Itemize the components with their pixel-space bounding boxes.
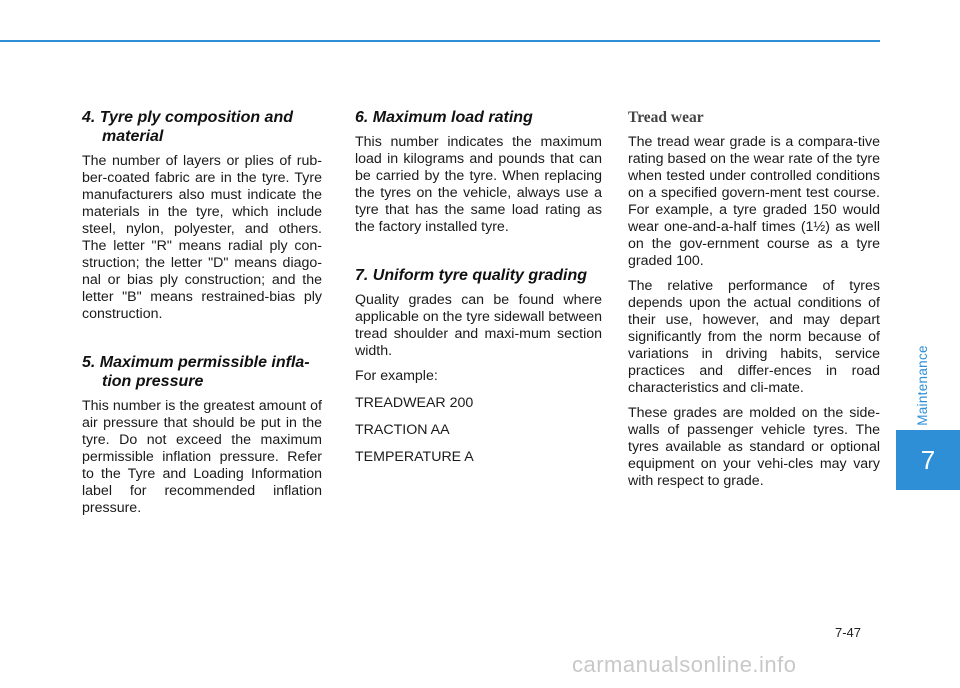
chapter-tab [896,430,960,490]
tread-wear-paragraph-1: The tread wear grade is a compara-tive rating based on the wear rate of the tyre when tested under controlled conditions on a specified govern-ment test course. For example, a tyre graded 150 would wear one-and-a-half times (1½) as well on the gov-ernment course as a tyre graded 100. [628,134,880,269]
section-body-quality-grading: Quality grades can be found where applicable on the tyre sidewall between tread shoulder and maxi-mum section width. [355,292,602,359]
example-traction: TRACTION AA [355,422,450,438]
section-body-load-rating: This number indicates the maximum load in kilograms and pounds that can be carried by the tyre. When replacing the tyres on the vehicle, always use a tyre that has the same load rating as the factory installed tyre. [355,134,602,235]
example-label: For example: [355,368,438,384]
section-heading-tread-wear: Tread wear [628,109,704,126]
column-left [82,108,322,525]
example-temperature: TEMPERATURE A [355,449,474,465]
section-heading-load-rating: 6. Maximum load rating [355,109,533,126]
chapter-side-label [912,345,932,425]
section-heading-inflation-pressure: 5. Maximum permissible infla-tion pressure [82,354,310,390]
page-number: 7-47 [835,625,862,640]
example-treadwear: TREADWEAR 200 [355,395,474,411]
section-body-ply-composition: The number of layers or plies of rub-ber-coated fabric are in the tyre. Tyre manufacturers also must indicate the materials in the tyre, which include steel, nylon, polyester, and others. The letter "R" means radial ply con-struction; the letter "D" means diago-nal or bias ply construction; and the letter "B" means restrained-bias ply construction. [82,153,322,322]
header-rule [0,40,880,42]
watermark: carmanualsonline.info [572,652,797,677]
column-right [628,108,880,498]
column-middle [355,108,602,476]
tread-wear-paragraph-3: These grades are molded on the side-walls of passenger vehicle tyres. The tyres available as standard or optional equipment on your vehi-cles may vary with respect to grade. [628,405,880,489]
section-heading-quality-grading: 7. Uniform tyre quality grading [355,267,588,284]
section-body-inflation-pressure: This number is the greatest amount of air pressure that should be put in the tyre. Do not exceed the maximum permissible inflation pressure. Refer to the Tyre and Loading Information label for recommended inflation pressure. [82,398,322,516]
chapter-title: Maintenance [914,344,930,426]
section-heading-ply-composition: 4. Tyre ply composition and material [82,109,293,145]
chapter-number: 7 [920,444,936,475]
tread-wear-paragraph-2: The relative performance of tyres depends upon the actual conditions of their use, however, and may depart significantly from the norm because of variations in driving habits, service practices and differ-ences in road characteristics and cli-mate. [628,278,880,396]
